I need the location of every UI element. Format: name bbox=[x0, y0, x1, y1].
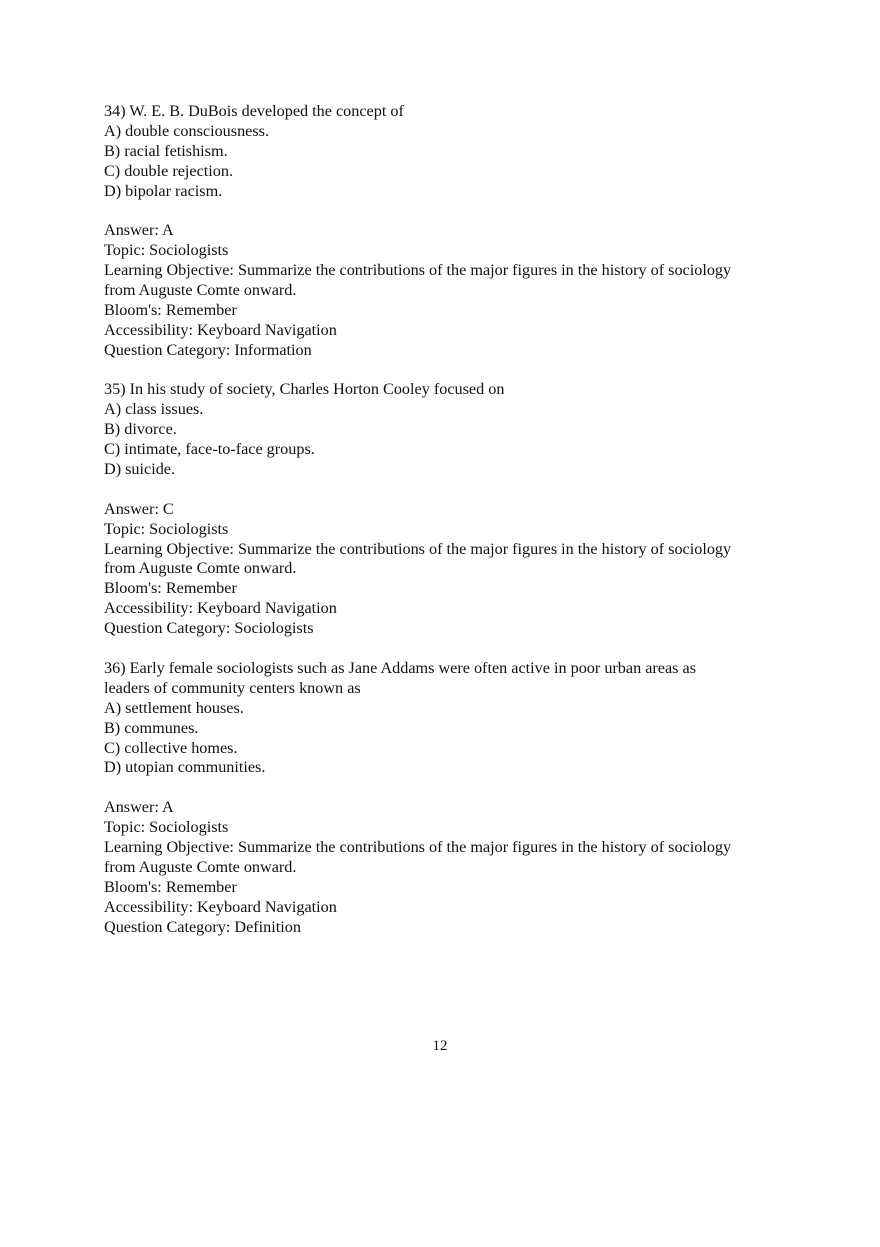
accessibility-note: Accessibility: Keyboard Navigation bbox=[104, 897, 337, 916]
blooms-level: Bloom's: Remember bbox=[104, 300, 237, 319]
topic-label: Topic: Sociologists bbox=[104, 241, 229, 260]
spacer bbox=[104, 480, 794, 500]
answer-option: C) collective homes. bbox=[104, 738, 238, 757]
question-stem: 36) Early female sociologists such as Jane Addams were often active in poor urban areas as bbox=[104, 658, 696, 677]
accessibility-note: Accessibility: Keyboard Navigation bbox=[104, 320, 337, 339]
learning-objective: Learning Objective: Summarize the contributions of the major figures in the history of sociology bbox=[104, 261, 732, 280]
spacer bbox=[104, 778, 794, 798]
learning-objective: from Auguste Comte onward. bbox=[104, 857, 297, 876]
question-stem: leaders of community centers known as bbox=[104, 678, 361, 697]
learning-objective: Learning Objective: Summarize the contributions of the major figures in the history of sociology bbox=[104, 837, 732, 856]
answer-option: C) intimate, face-to-face groups. bbox=[104, 440, 315, 459]
answer-option: B) racial fetishism. bbox=[104, 141, 228, 160]
topic-label: Topic: Sociologists bbox=[104, 818, 229, 837]
answer-option: A) class issues. bbox=[104, 400, 204, 419]
answer-key: Answer: A bbox=[104, 798, 174, 817]
blooms-level: Bloom's: Remember bbox=[104, 877, 237, 896]
page-number: 12 bbox=[432, 1038, 448, 1054]
answer-key: Answer: C bbox=[104, 499, 174, 518]
question-block bbox=[104, 380, 794, 639]
question-list bbox=[104, 102, 794, 937]
question-category: Question Category: Sociologists bbox=[104, 619, 314, 638]
answer-option: D) bipolar racism. bbox=[104, 181, 223, 200]
question-category: Question Category: Definition bbox=[104, 917, 301, 936]
spacer bbox=[104, 639, 794, 659]
accessibility-note: Accessibility: Keyboard Navigation bbox=[104, 599, 337, 618]
answer-option: D) utopian communities. bbox=[104, 758, 266, 777]
spacer bbox=[104, 201, 794, 221]
answer-option: A) double consciousness. bbox=[104, 121, 269, 140]
learning-objective: from Auguste Comte onward. bbox=[104, 559, 297, 578]
topic-label: Topic: Sociologists bbox=[104, 519, 229, 538]
question-category: Question Category: Information bbox=[104, 340, 312, 359]
answer-option: B) divorce. bbox=[104, 420, 177, 439]
question-stem: 34) W. E. B. DuBois developed the concept of bbox=[104, 102, 404, 120]
question-block bbox=[104, 102, 794, 361]
question-block bbox=[104, 659, 794, 937]
answer-option: D) suicide. bbox=[104, 460, 176, 479]
answer-option: A) settlement houses. bbox=[104, 698, 244, 717]
answer-option: B) communes. bbox=[104, 718, 199, 737]
learning-objective: from Auguste Comte onward. bbox=[104, 281, 297, 300]
learning-objective: Learning Objective: Summarize the contributions of the major figures in the history of sociology bbox=[104, 539, 732, 558]
spacer bbox=[104, 361, 794, 381]
question-stem: 35) In his study of society, Charles Horton Cooley focused on bbox=[104, 380, 505, 399]
answer-key: Answer: A bbox=[104, 221, 174, 240]
answer-option: C) double rejection. bbox=[104, 161, 234, 180]
blooms-level: Bloom's: Remember bbox=[104, 579, 237, 598]
